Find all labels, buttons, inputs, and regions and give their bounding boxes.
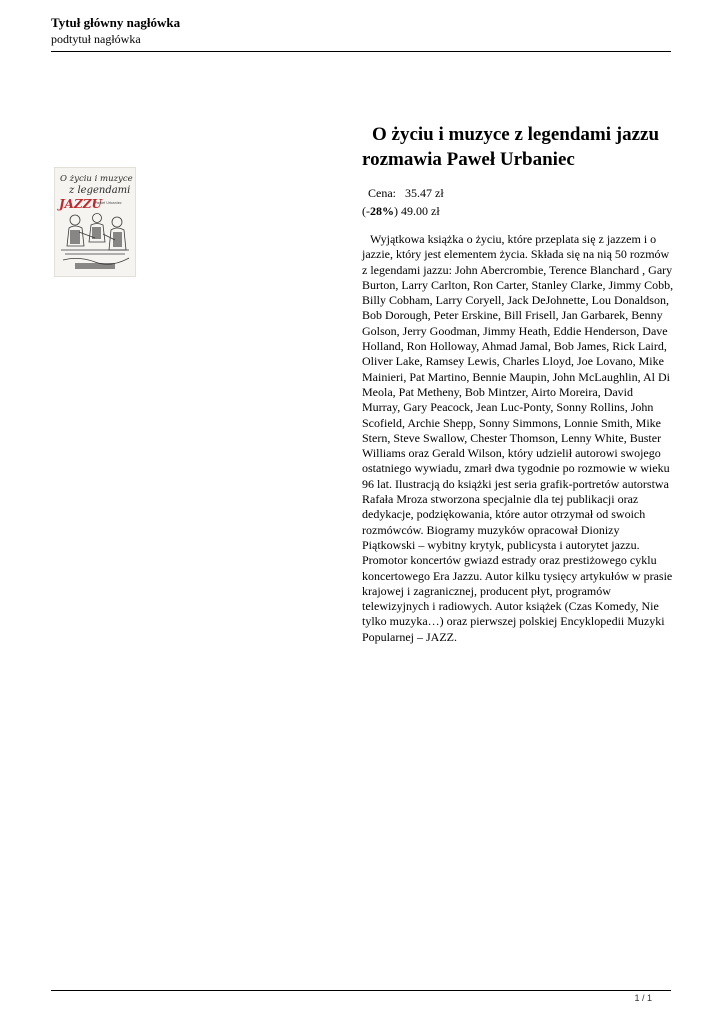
page-number: 1 / 1 [634, 993, 652, 1003]
cover-artwork [55, 168, 135, 276]
discount-percent: 28% [370, 204, 394, 218]
page-header [51, 14, 671, 47]
header-title: Tytuł główny nagłówka [51, 15, 181, 30]
cover-title-line3: JAZZU [59, 197, 102, 211]
footer-divider [51, 990, 671, 991]
discount-line [362, 202, 682, 220]
header-subtitle: podtytuł nagłówka [51, 32, 141, 46]
cover-author: Paweł Urbaniec [95, 201, 122, 205]
price-block [362, 184, 682, 220]
current-price-line [362, 184, 682, 202]
discount-open: (- [362, 204, 370, 218]
price-value: 35.47 zł [405, 186, 444, 200]
discount-close: ) [394, 204, 398, 218]
book-description: Wyjątkowa książka o życiu, które przeplata się z jazzem i o jazzie, który jest elementem życia. Składa się na nią 50 rozmów z legendami jazzu: John Abercrombie, Terence Blanchard , Gary Burton, Larry Carlton, Ron Carter, Stanley Clarke, Jimmy Cobb, Billy Cobham, Larry Coryell, Jack DeJohnette, Lou Donaldson, Bob Dorough, Peter Erskine, Bill Frisell, Jan Garbarek, Benny Golson, Jerry Goodman, Jimmy Heath, Eddie Henderson, Dave Holland, Ron Holloway, Ahmad Jamal, Bob James, Rick Laird, Oliver Lake, Ramsey Lewis, Charles Lloyd, Joe Lovano, Mike Mainieri, Pat Martino, Bennie Maupin, John McLaughlin, Al Di Meola, Pat Metheny, Bob Mintzer, Airto Moreira, David Murray, Gary Peacock, Jean Luc-Ponty, Sonny Rollins, John Scofield, Archie Shepp, Sonny Simmons, Lonnie Smith, Mike Stern, Steve Swallow, Chester Thomson, Lenny White, Buster Williams oraz Gerald Wilson, który udzielił autorowi swojego ostatniego wywiadu, zmarł dwa tygodnie po rozmowie w wieku 96 lat. Ilustracją do książki jest seria grafik-portretów autorstwa Rafała Mroza stworzona specjalnie dla tej publikacji oraz dedykacje, podziękowania, które autor otrzymał od swoich rozmówców. Biogramy muzyków opracował Dionizy Piątkowski – wybitny krytyk, publicysta i autorytet jazzu. Promotor koncertów gwiazd estrady oraz prestiżowego cyklu koncertowego Era Jazzu. Autor kilku tysięcy artykułów w prasie krajowej i zagranicznej, producent płyt, programów telewizyjnych i radiowych. Autor książek (Czas Komedy, Nie tylko muzyka…) oraz pierwszej polskiej Encyklopedii Muzyki Popularnej – JAZZ. [362, 232, 674, 644]
old-price: 49.00 zł [401, 204, 440, 218]
book-cover-image [54, 167, 136, 277]
cover-title-line1: O życiu i muzyce [60, 174, 133, 184]
header-divider [51, 51, 671, 52]
cover-title-line2: z legendami [69, 185, 131, 196]
price-label: Cena: [368, 186, 396, 200]
book-title: O życiu i muzyce z legendami jazzu rozmawia Paweł Urbaniec [362, 124, 660, 170]
